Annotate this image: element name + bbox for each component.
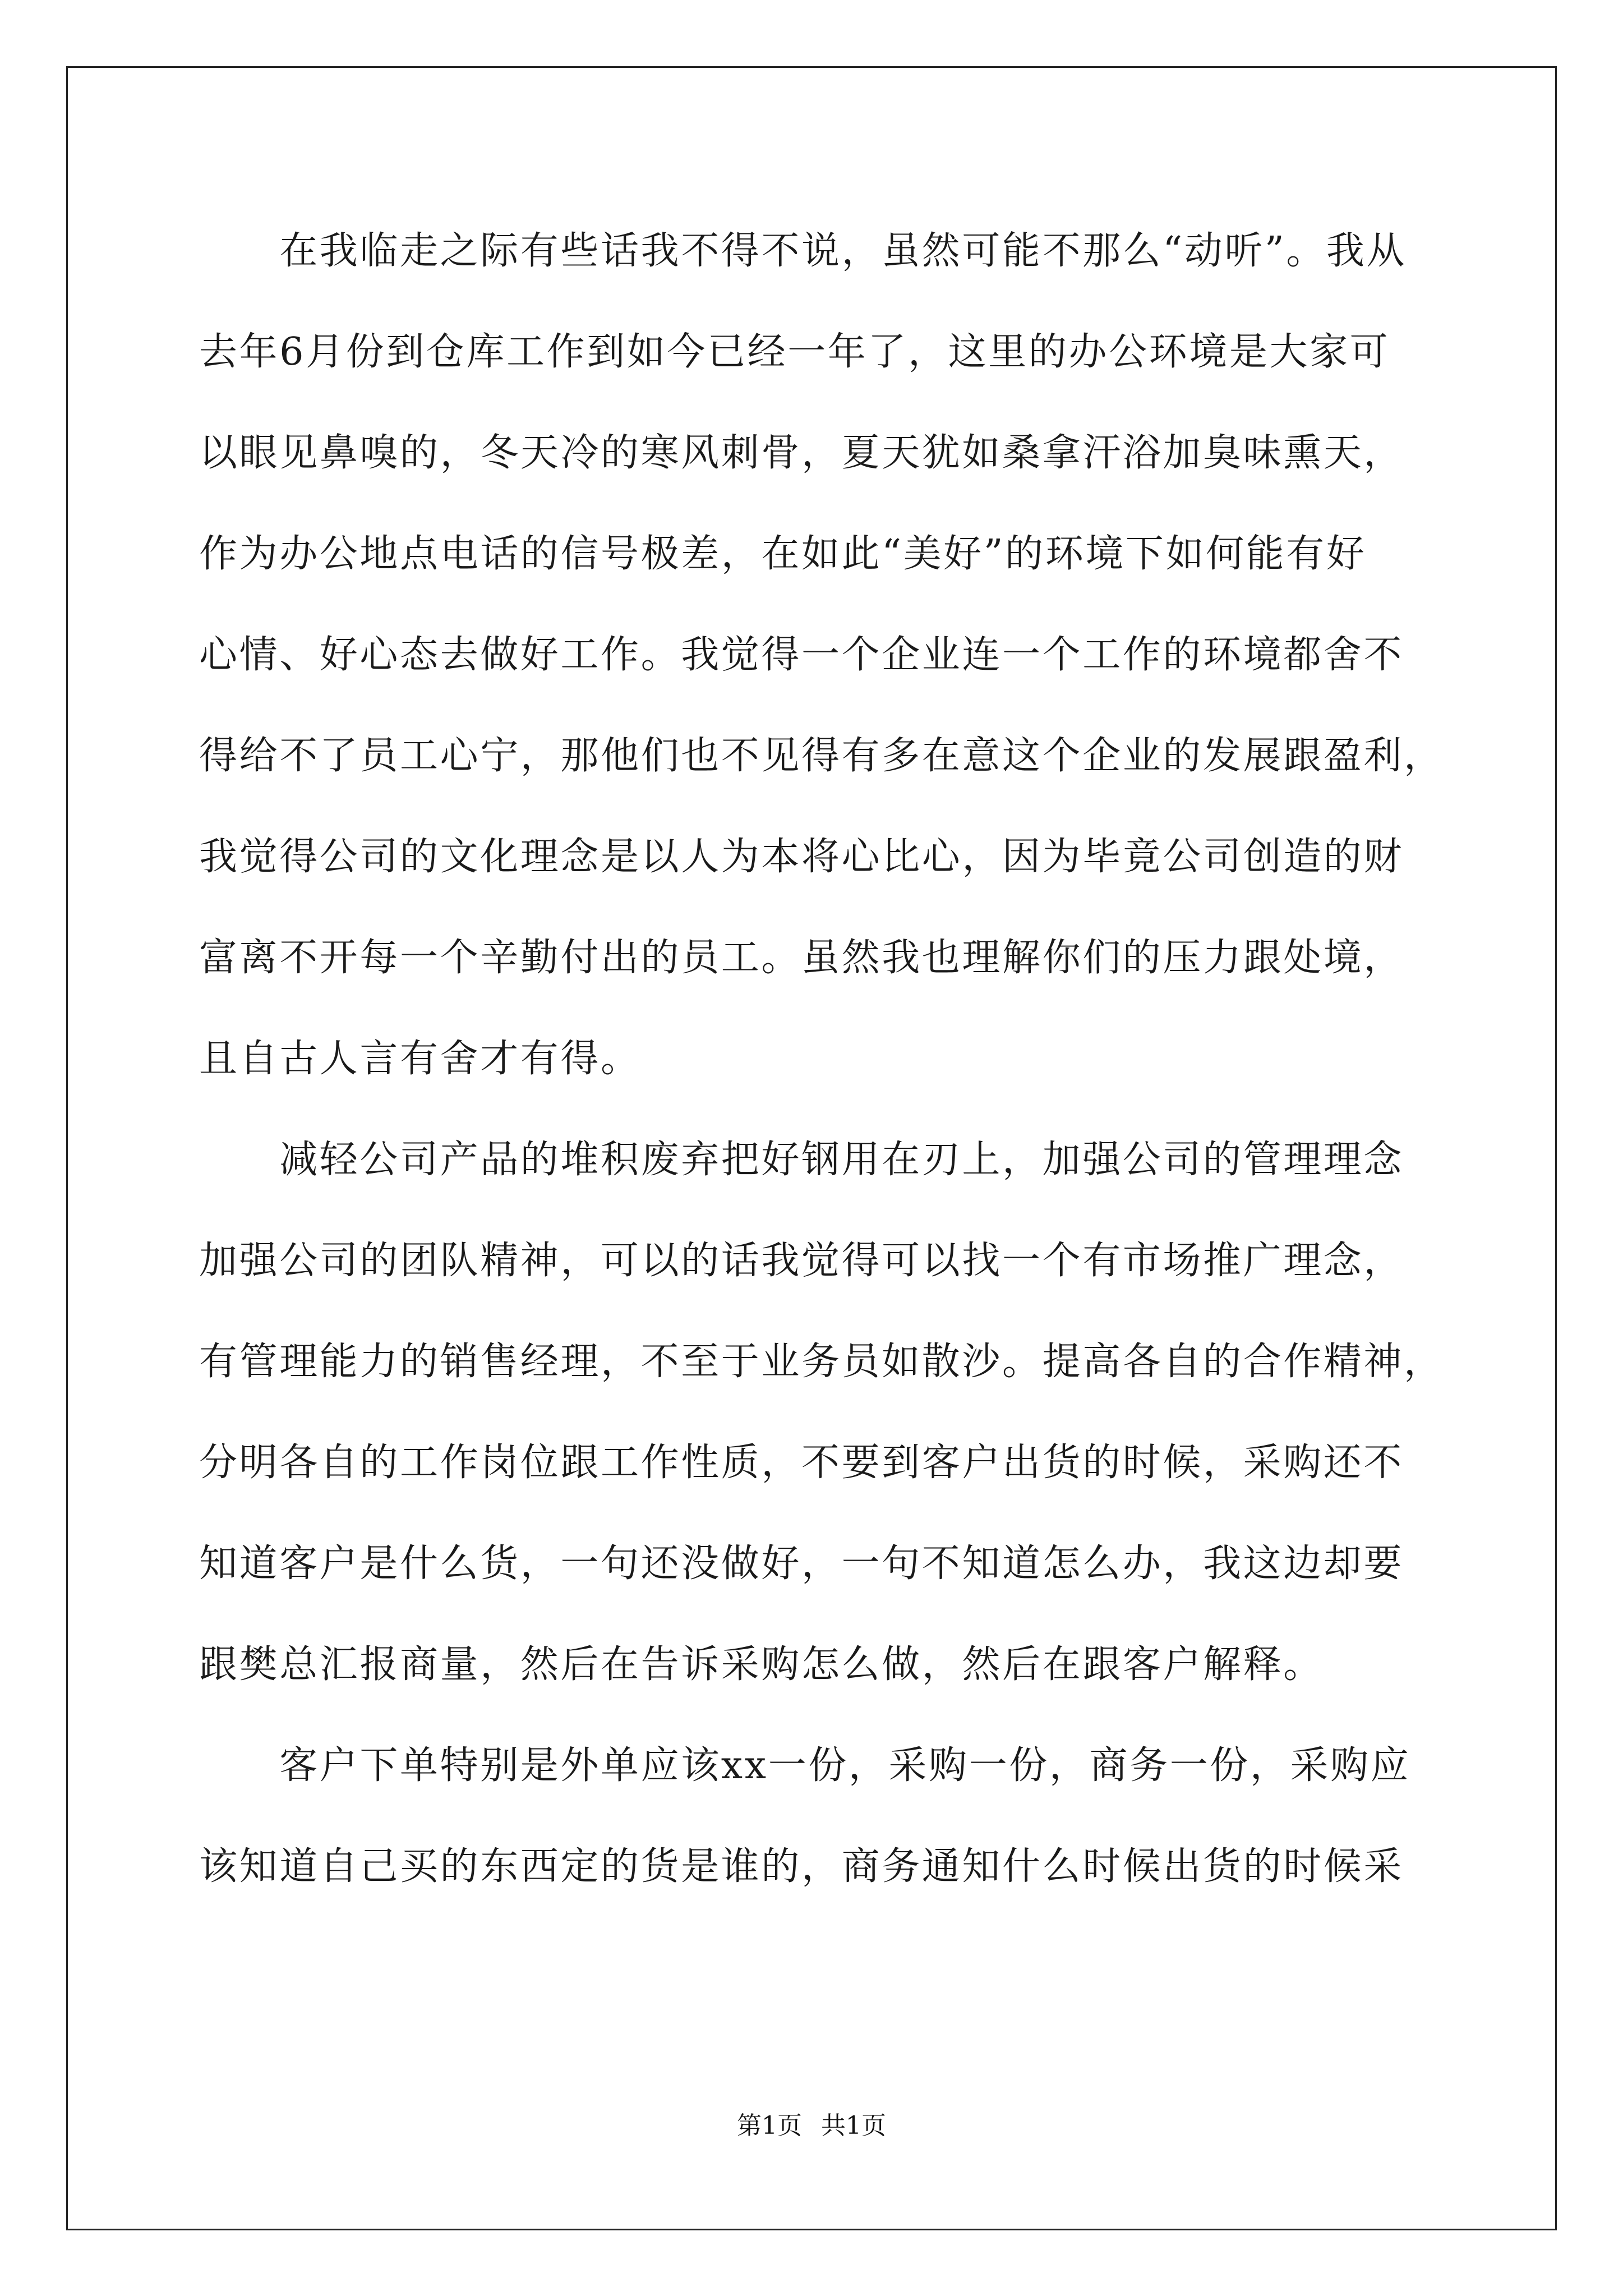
text-line: 去年6月份到仓库工作到如今已经一年了，这里的办公环境是大家可 (199, 330, 1390, 374)
text-line: 分明各自的工作岗位跟工作性质，不要到客户出货的时候，采购还不 (199, 1441, 1404, 1485)
page-total: 共1页 (821, 2111, 886, 2140)
text-line: 且自古人言有舍才有得。 (199, 1037, 641, 1081)
text-line: 客户下单特别是外单应该xx一份，采购一份，商务一份，采购应 (199, 1743, 1411, 1788)
page-number: 第1页 (737, 2111, 802, 2140)
text-line: 心情、好心态去做好工作。我觉得一个企业连一个工作的环境都舍不 (199, 633, 1404, 677)
text-line: 得给不了员工心宁，那他们也不见得有多在意这个企业的发展跟盈利， (199, 734, 1444, 778)
page-footer (0, 2109, 1623, 2143)
text-line: 富离不开每一个辛勤付出的员工。虽然我也理解你们的压力跟处境， (199, 936, 1404, 980)
text-line: 我觉得公司的文化理念是以人为本将心比心，因为毕竟公司创造的财 (199, 835, 1404, 879)
document-body (199, 218, 1444, 1934)
text-line: 以眼见鼻嗅的，冬天冷的寒风刺骨，夏天犹如桑拿汗浴加臭味熏天， (199, 431, 1404, 475)
text-line: 作为办公地点电话的信号极差，在如此“美好”的环境下如何能有好 (199, 532, 1367, 576)
text-line: 在我临走之际有些话我不得不说，虽然可能不那么“动听”。我从 (199, 229, 1407, 273)
text-line: 知道客户是什么货，一句还没做好，一句不知道怎么办，我这边却要 (199, 1542, 1404, 1586)
text-line: 有管理能力的销售经理，不至于业务员如散沙。提高各自的合作精神， (199, 1340, 1444, 1384)
text-line: 该知道自己买的东西定的货是谁的，商务通知什么时候出货的时候采 (199, 1844, 1404, 1889)
text-line: 减轻公司产品的堆积废弃把好钢用在刃上，加强公司的管理理念 (199, 1138, 1404, 1182)
text-line: 加强公司的团队精神，可以的话我觉得可以找一个有市场推广理念， (199, 1239, 1404, 1283)
text-line: 跟樊总汇报商量，然后在告诉采购怎么做，然后在跟客户解释。 (199, 1642, 1324, 1687)
